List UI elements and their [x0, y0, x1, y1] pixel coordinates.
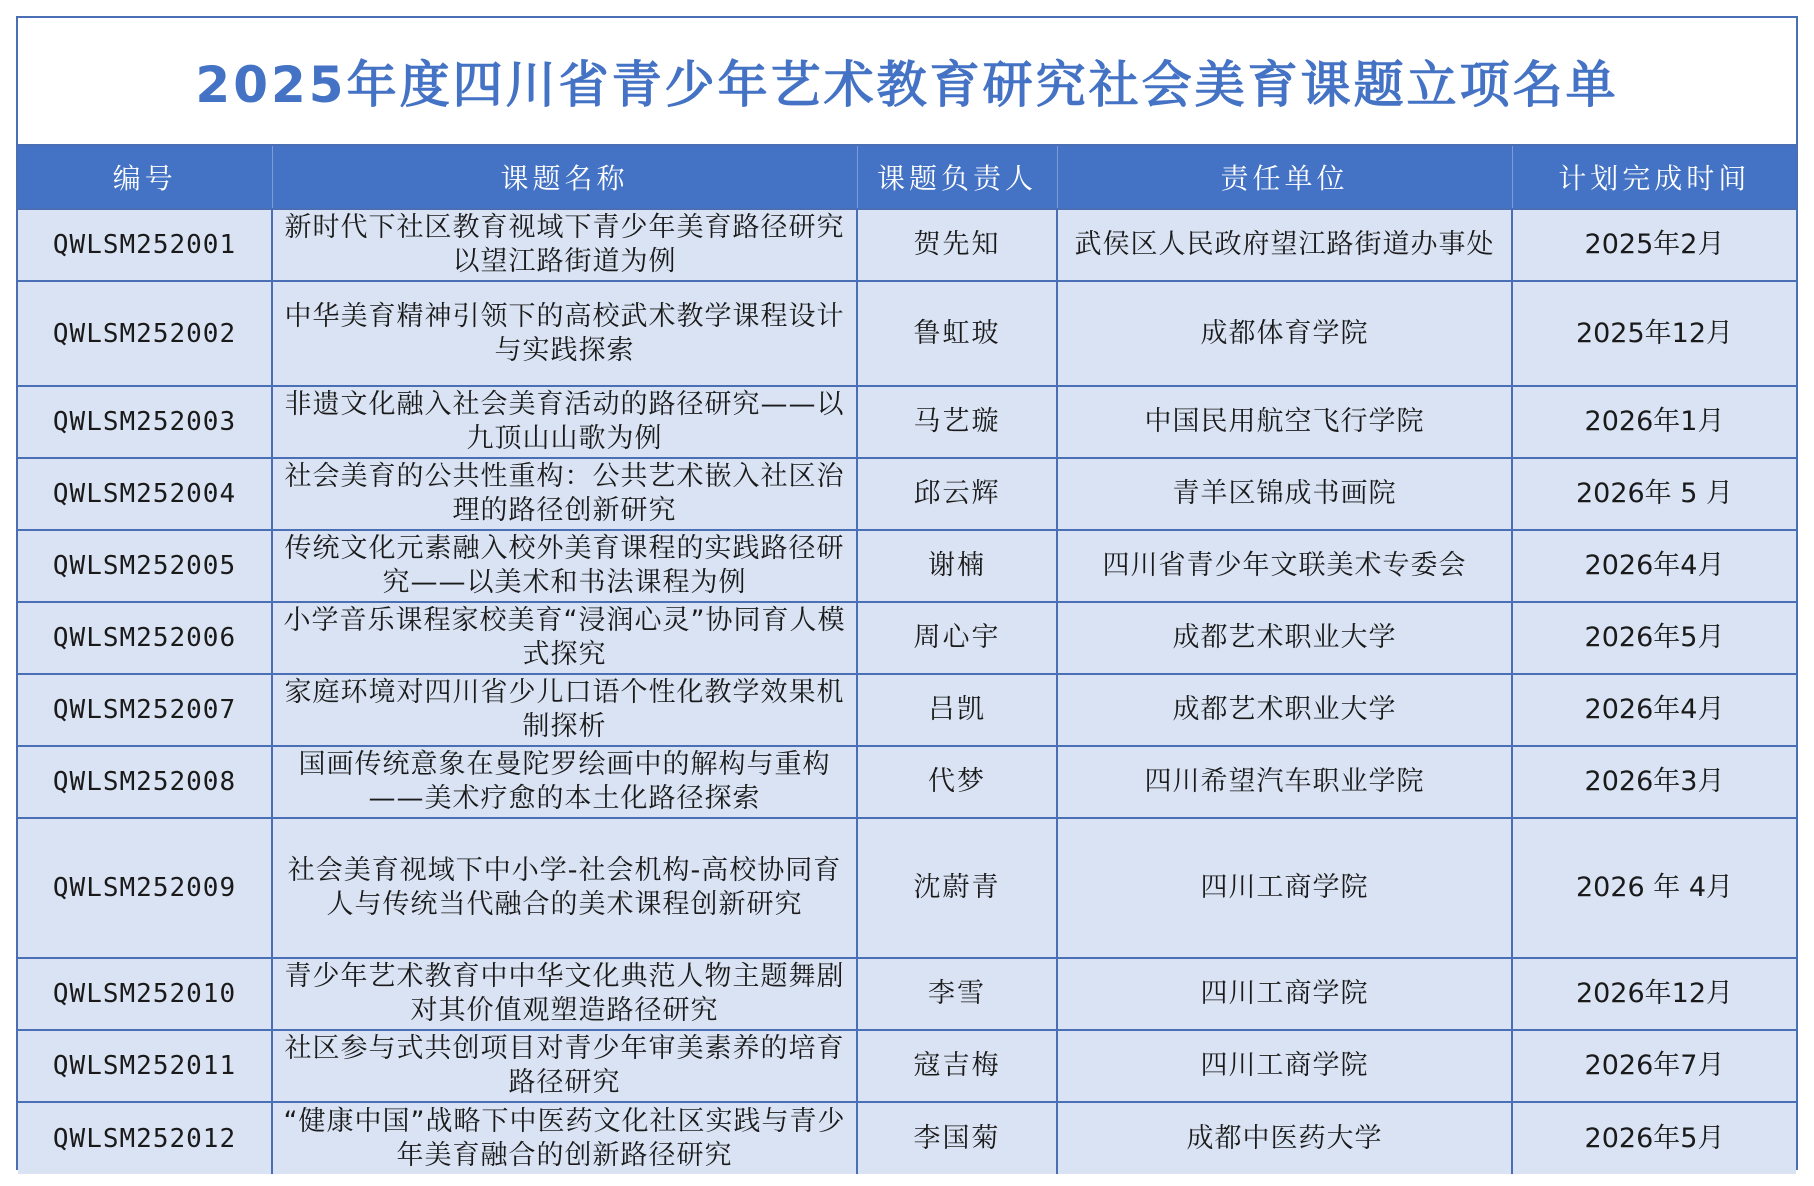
cell-lead: 周心宇 — [857, 602, 1057, 674]
cell-date: 2025年12月 — [1512, 281, 1796, 386]
cell-unit: 四川省青少年文联美术专委会 — [1057, 530, 1512, 602]
cell-date: 2026年4月 — [1512, 674, 1796, 746]
cell-name: 社会美育视域下中小学-社会机构-高校协同育人与传统当代融合的美术课程创新研究 — [272, 818, 857, 958]
table-row — [18, 530, 1796, 602]
cell-name: 新时代下社区教育视域下青少年美育路径研究以望江路街道为例 — [272, 209, 857, 281]
cell-date: 2026年3月 — [1512, 746, 1796, 818]
header-unit: 责任单位 — [1057, 146, 1512, 209]
cell-unit: 武侯区人民政府望江路街道办事处 — [1057, 209, 1512, 281]
table-row — [18, 458, 1796, 530]
project-table — [18, 146, 1796, 1174]
cell-unit: 中国民用航空飞行学院 — [1057, 386, 1512, 458]
cell-unit: 成都中医药大学 — [1057, 1102, 1512, 1174]
header-name: 课题名称 — [272, 146, 857, 209]
cell-name: 非遗文化融入社会美育活动的路径研究——以九顶山山歌为例 — [272, 386, 857, 458]
cell-id: QWLSM252003 — [18, 386, 272, 458]
cell-id: QWLSM252007 — [18, 674, 272, 746]
cell-lead: 代梦 — [857, 746, 1057, 818]
table-row — [18, 602, 1796, 674]
cell-lead: 寇吉梅 — [857, 1030, 1057, 1102]
cell-date: 2026年 5 月 — [1512, 458, 1796, 530]
cell-name: 青少年艺术教育中中华文化典范人物主题舞剧对其价值观塑造路径研究 — [272, 958, 857, 1030]
table-header-row — [18, 146, 1796, 209]
cell-name: 社会美育的公共性重构：公共艺术嵌入社区治理的路径创新研究 — [272, 458, 857, 530]
table-row — [18, 674, 1796, 746]
cell-name: 中华美育精神引领下的高校武术教学课程设计与实践探索 — [272, 281, 857, 386]
cell-unit: 成都艺术职业大学 — [1057, 602, 1512, 674]
cell-lead: 李国菊 — [857, 1102, 1057, 1174]
cell-lead: 李雪 — [857, 958, 1057, 1030]
cell-id: QWLSM252002 — [18, 281, 272, 386]
cell-name: 社区参与式共创项目对青少年审美素养的培育路径研究 — [272, 1030, 857, 1102]
cell-date: 2026 年 4月 — [1512, 818, 1796, 958]
header-date: 计划完成时间 — [1512, 146, 1796, 209]
cell-unit: 四川工商学院 — [1057, 958, 1512, 1030]
cell-date: 2026年1月 — [1512, 386, 1796, 458]
cell-id: QWLSM252001 — [18, 209, 272, 281]
cell-unit: 四川工商学院 — [1057, 818, 1512, 958]
cell-lead: 吕凯 — [857, 674, 1057, 746]
header-id: 编号 — [18, 146, 272, 209]
cell-unit: 成都艺术职业大学 — [1057, 674, 1512, 746]
table-row — [18, 958, 1796, 1030]
project-list-sheet — [16, 16, 1798, 1170]
title-bar — [18, 18, 1796, 146]
table-row — [18, 209, 1796, 281]
cell-id: QWLSM252011 — [18, 1030, 272, 1102]
cell-name: “健康中国”战略下中医药文化社区实践与青少年美育融合的创新路径研究 — [272, 1102, 857, 1174]
document-title: 2025年度四川省青少年艺术教育研究社会美育课题立项名单 — [195, 56, 1619, 114]
cell-unit: 四川工商学院 — [1057, 1030, 1512, 1102]
cell-id: QWLSM252010 — [18, 958, 272, 1030]
table-row — [18, 746, 1796, 818]
cell-date: 2026年7月 — [1512, 1030, 1796, 1102]
table-row — [18, 1102, 1796, 1174]
cell-lead: 马艺璇 — [857, 386, 1057, 458]
cell-lead: 鲁虹玻 — [857, 281, 1057, 386]
cell-date: 2026年5月 — [1512, 602, 1796, 674]
cell-date: 2025年2月 — [1512, 209, 1796, 281]
table-row — [18, 386, 1796, 458]
cell-date: 2026年4月 — [1512, 530, 1796, 602]
cell-name: 家庭环境对四川省少儿口语个性化教学效果机制探析 — [272, 674, 857, 746]
cell-id: QWLSM252005 — [18, 530, 272, 602]
cell-lead: 邱云辉 — [857, 458, 1057, 530]
cell-date: 2026年5月 — [1512, 1102, 1796, 1174]
cell-id: QWLSM252008 — [18, 746, 272, 818]
cell-name: 传统文化元素融入校外美育课程的实践路径研究——以美术和书法课程为例 — [272, 530, 857, 602]
cell-unit: 成都体育学院 — [1057, 281, 1512, 386]
cell-lead: 谢楠 — [857, 530, 1057, 602]
cell-id: QWLSM252004 — [18, 458, 272, 530]
cell-lead: 贺先知 — [857, 209, 1057, 281]
cell-name: 小学音乐课程家校美育“浸润心灵”协同育人模式探究 — [272, 602, 857, 674]
cell-lead: 沈蔚青 — [857, 818, 1057, 958]
cell-name: 国画传统意象在曼陀罗绘画中的解构与重构——美术疗愈的本土化路径探索 — [272, 746, 857, 818]
cell-id: QWLSM252006 — [18, 602, 272, 674]
cell-unit: 四川希望汽车职业学院 — [1057, 746, 1512, 818]
table-row — [18, 818, 1796, 958]
cell-unit: 青羊区锦成书画院 — [1057, 458, 1512, 530]
cell-date: 2026年12月 — [1512, 958, 1796, 1030]
table-row — [18, 1030, 1796, 1102]
cell-id: QWLSM252012 — [18, 1102, 272, 1174]
cell-id: QWLSM252009 — [18, 818, 272, 958]
table-row — [18, 281, 1796, 386]
header-lead: 课题负责人 — [857, 146, 1057, 209]
